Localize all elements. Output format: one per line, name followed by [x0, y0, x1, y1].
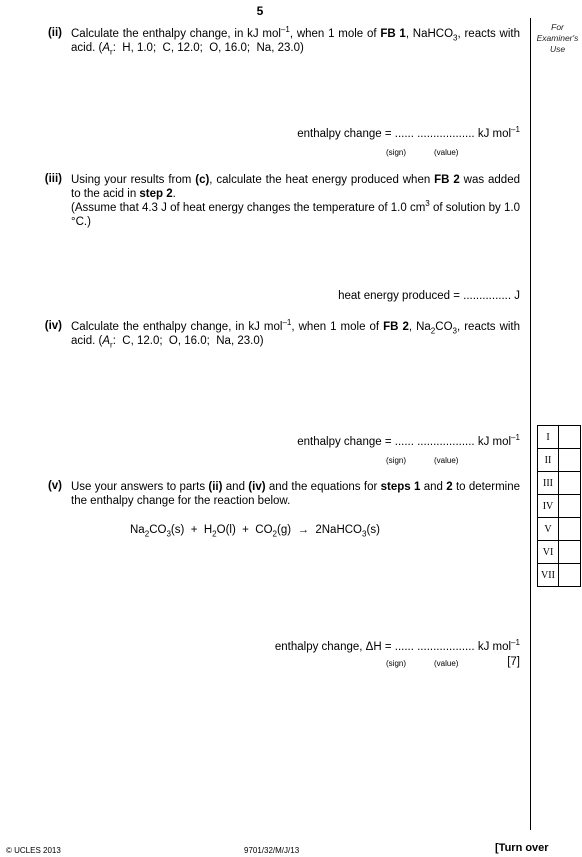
margin-rule — [530, 18, 531, 830]
examiner-mark-boxes — [537, 425, 581, 587]
question-iii-label: (iii) — [44, 173, 62, 185]
box-label: I — [538, 426, 559, 449]
footer-copyright: © UCLES 2013 — [6, 846, 61, 855]
mark-box[interactable] — [559, 564, 581, 587]
box-label: VI — [538, 541, 559, 564]
sign-hint: (sign) — [386, 659, 407, 668]
question-iv-text: Calculate the enthalpy change, in kJ mol$^{-1}$, when 1 mole of FB 2, $Na_2CO_3$, reacts with acid. ($A_r$: C, 12.0; O, 16.0; Na, 23.0) — [71, 318, 521, 350]
question-ii-answer-line[interactable]: enthalpy change = ...... .................. kJ mol$^{-1}$ — [297, 125, 520, 140]
box-label: III — [538, 472, 559, 495]
question-v-text: Use your answers to parts (ii) and (iv) and the equations for steps 1 and 2 to determine the enthalpy change for the reaction below. — [71, 481, 520, 507]
mark-box[interactable] — [559, 541, 581, 564]
question-v-label: (v) — [47, 480, 62, 492]
reaction-equation: $Na_2CO_3(s) + H_2O(l) + CO_2(g)$ → 2NaHCO$_3$(s) — [130, 524, 380, 539]
value-hint: (value) — [434, 456, 459, 465]
question-ii-text: Calculate the enthalpy change, in kJ mol$^{-1}$, when 1 mole of FB 1, NaHCO$_3$, reacts with acid. ($A_r$: H, 1.0; C, 12.0; O, 16.0; Na, 23.0) — [71, 25, 521, 57]
box-label: V — [538, 518, 559, 541]
mark-box[interactable] — [559, 449, 581, 472]
mark-box[interactable] — [559, 518, 581, 541]
question-v-answer-line[interactable]: enthalpy change, ΔH = ...... .................. kJ mol$^{-1}$ — [274, 638, 520, 653]
question-ii-label: (ii) — [47, 27, 62, 39]
box-label: II — [538, 449, 559, 472]
box-label: IV — [538, 495, 559, 518]
question-iii-answer-line[interactable]: heat energy produced = ............... J — [338, 290, 520, 302]
box-label: VII — [538, 564, 559, 587]
footer-turn-over: [Turn over — [495, 842, 549, 854]
sign-hint: (sign) — [386, 148, 407, 157]
mark-box[interactable] — [559, 426, 581, 449]
question-iii-text: Using your results from (c), calculate the heat energy produced when FB 2 was added to the acid in step 2. (Assume that 4.3 J of heat energy changes the temperature of 1.0 $cm^3$ of solution by 1.0 °C.) — [71, 174, 520, 228]
marks-total: [7] — [507, 656, 520, 668]
mark-box[interactable] — [559, 472, 581, 495]
value-hint: (value) — [434, 659, 459, 668]
question-iv-label: (iv) — [44, 320, 62, 332]
value-hint: (value) — [434, 148, 459, 157]
question-iv-answer-line[interactable]: enthalpy change = ...... .................. kJ mol$^{-1}$ — [297, 433, 520, 448]
mark-box[interactable] — [559, 495, 581, 518]
page-number: 5 — [256, 4, 264, 18]
footer-paper-code: 9701/32/M/J/13 — [244, 846, 300, 855]
examiner-use-label: For Examiner's Use — [536, 22, 579, 54]
sign-hint: (sign) — [386, 456, 407, 465]
